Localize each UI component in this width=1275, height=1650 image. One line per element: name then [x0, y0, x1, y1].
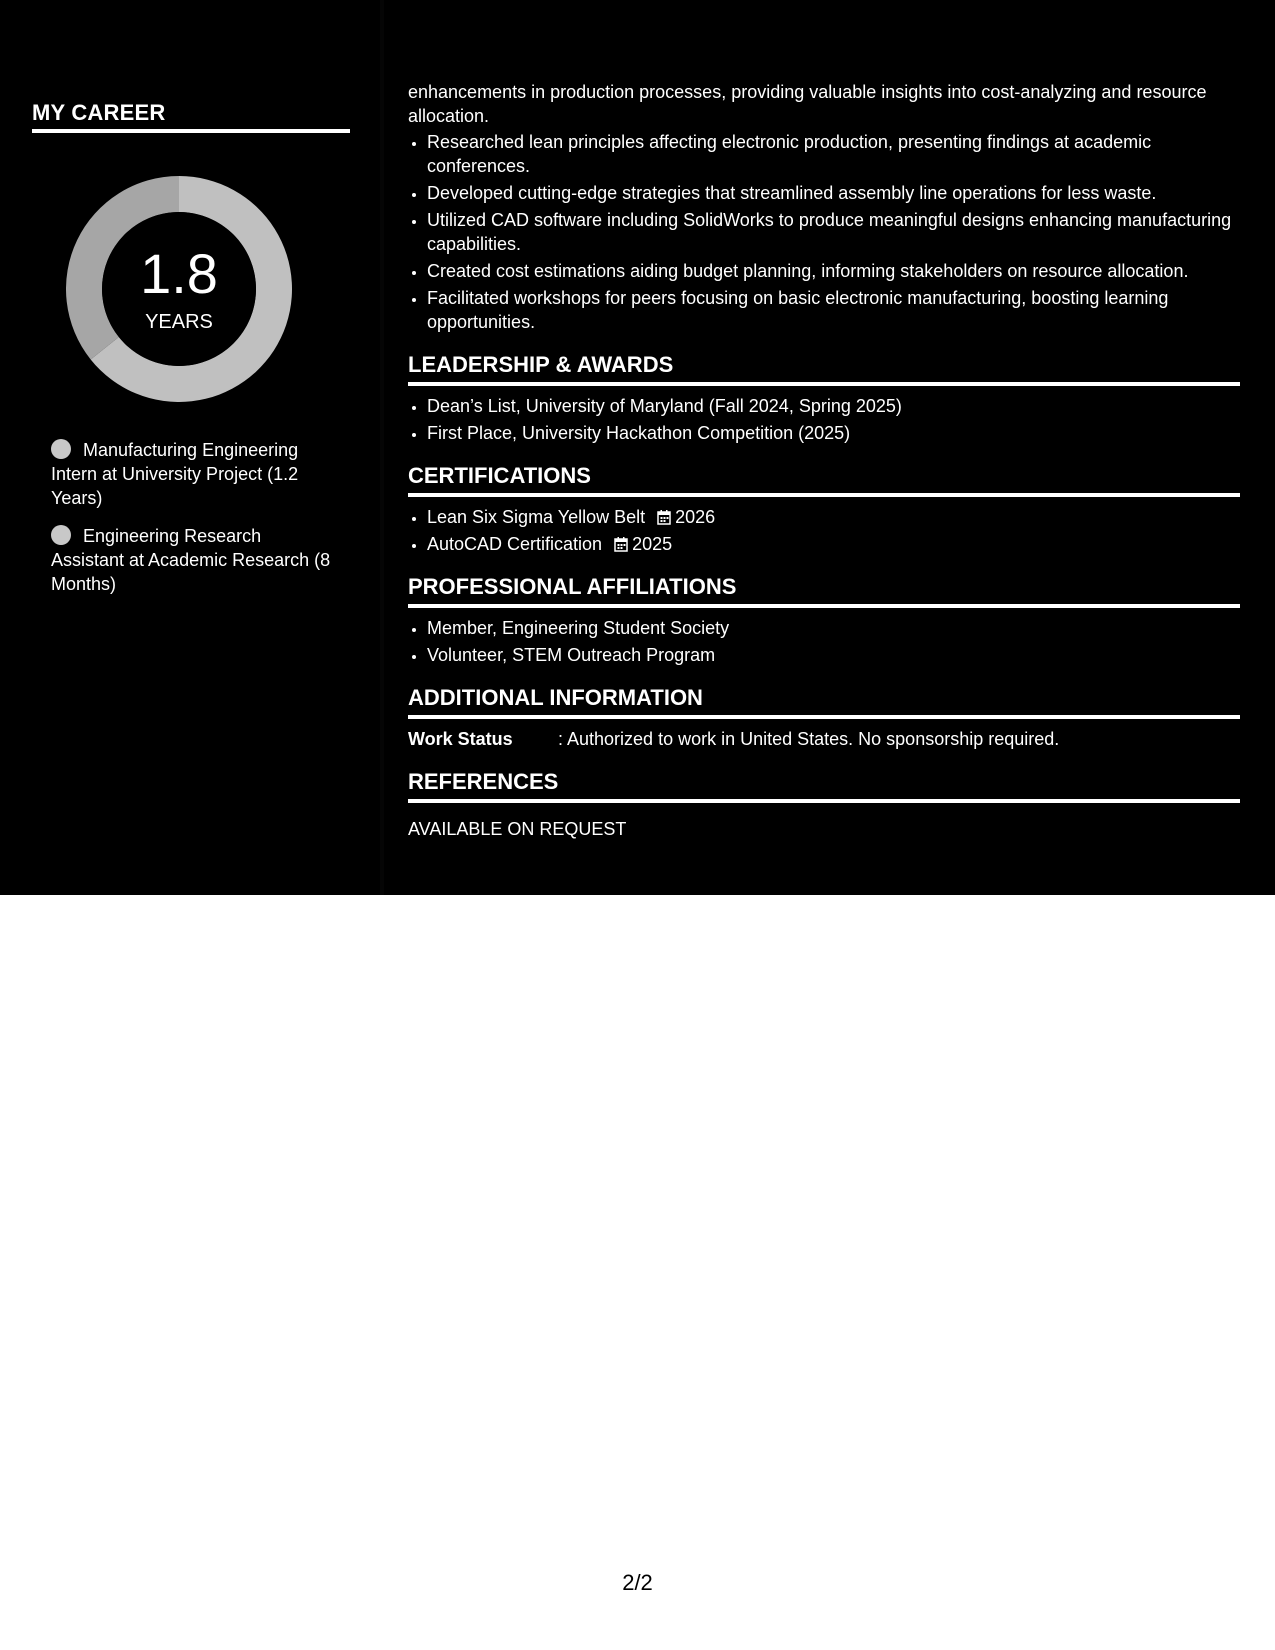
- certification-name: AutoCAD Certification: [427, 534, 603, 554]
- list-item: • First Place, University Hackathon Competition (2025): [427, 421, 1240, 445]
- calendar-icon: [657, 509, 671, 525]
- column-divider: [380, 0, 384, 895]
- legend-item: [51, 438, 331, 510]
- list-item: • Member, Engineering Student Society: [427, 616, 1240, 640]
- list-item: • Researched lean principles affecting electronic production, presenting findings at academic conferences.: [427, 130, 1240, 178]
- certification-year: 2025: [632, 534, 673, 554]
- list-item: [427, 505, 1240, 529]
- affiliations-list: [408, 616, 1240, 667]
- certification-year: 2026: [675, 507, 716, 527]
- leadership-list: [408, 394, 1240, 445]
- experience-intro: enhancements in production processes, providing valuable insights into cost-analyzing and resource allocation.: [408, 82, 1207, 126]
- donut-unit-label: YEARS: [145, 311, 213, 333]
- section-title: LEADERSHIP & AWARDS: [408, 352, 1240, 386]
- list-item: • Developed cutting-edge strategies that streamlined assembly line operations for less waste.: [427, 181, 1240, 205]
- references-section: [408, 769, 1240, 841]
- work-status-value: : Authorized to work in United States. No sponsorship required.: [558, 729, 1060, 749]
- list-item: • Volunteer, STEM Outreach Program: [427, 643, 1240, 667]
- list-item: • Dean’s List, University of Maryland (Fall 2024, Spring 2025): [427, 394, 1240, 418]
- list-item: • Facilitated workshops for peers focusing on basic electronic manufacturing, boosting learning opportunities.: [427, 286, 1240, 334]
- career-legend: [51, 438, 331, 610]
- additional-info-section: [408, 685, 1240, 751]
- donut-total-number: 1.8: [140, 242, 218, 305]
- work-status-row: [408, 727, 1240, 751]
- sidebar: [0, 0, 380, 895]
- work-status-key: Work Status: [408, 729, 513, 749]
- section-title: CERTIFICATIONS: [408, 463, 1240, 497]
- sidebar-title-rule: [32, 129, 350, 133]
- list-item: • Utilized CAD software including SolidWorks to produce meaningful designs enhancing manufacturing capabilities.: [427, 208, 1240, 256]
- experience-bullets: [408, 130, 1240, 334]
- legend-item: [51, 524, 331, 596]
- section-title: PROFESSIONAL AFFILIATIONS: [408, 574, 1240, 608]
- legend-label: Manufacturing Engineering Intern at University Project (1.2 Years): [51, 440, 299, 508]
- certifications-list: [408, 505, 1240, 556]
- legend-dot-icon: [51, 525, 71, 545]
- list-item: • Created cost estimations aiding budget planning, informing stakeholders on resource allocation.: [427, 259, 1240, 283]
- page-number: 2/2: [622, 1570, 653, 1595]
- leadership-section: [408, 352, 1240, 445]
- calendar-icon: [614, 536, 628, 552]
- references-text: AVAILABLE ON REQUEST: [408, 819, 627, 839]
- certification-name: Lean Six Sigma Yellow Belt: [427, 507, 646, 527]
- section-title: ADDITIONAL INFORMATION: [408, 685, 1240, 719]
- affiliations-section: [408, 574, 1240, 667]
- legend-label: Engineering Research Assistant at Academic Research (8 Months): [51, 526, 331, 594]
- main-content: [408, 80, 1240, 841]
- section-title: REFERENCES: [408, 769, 1240, 803]
- certifications-section: [408, 463, 1240, 556]
- sidebar-title: MY CAREER: [32, 100, 166, 125]
- list-item: [427, 532, 1240, 556]
- legend-dot-icon: [51, 439, 71, 459]
